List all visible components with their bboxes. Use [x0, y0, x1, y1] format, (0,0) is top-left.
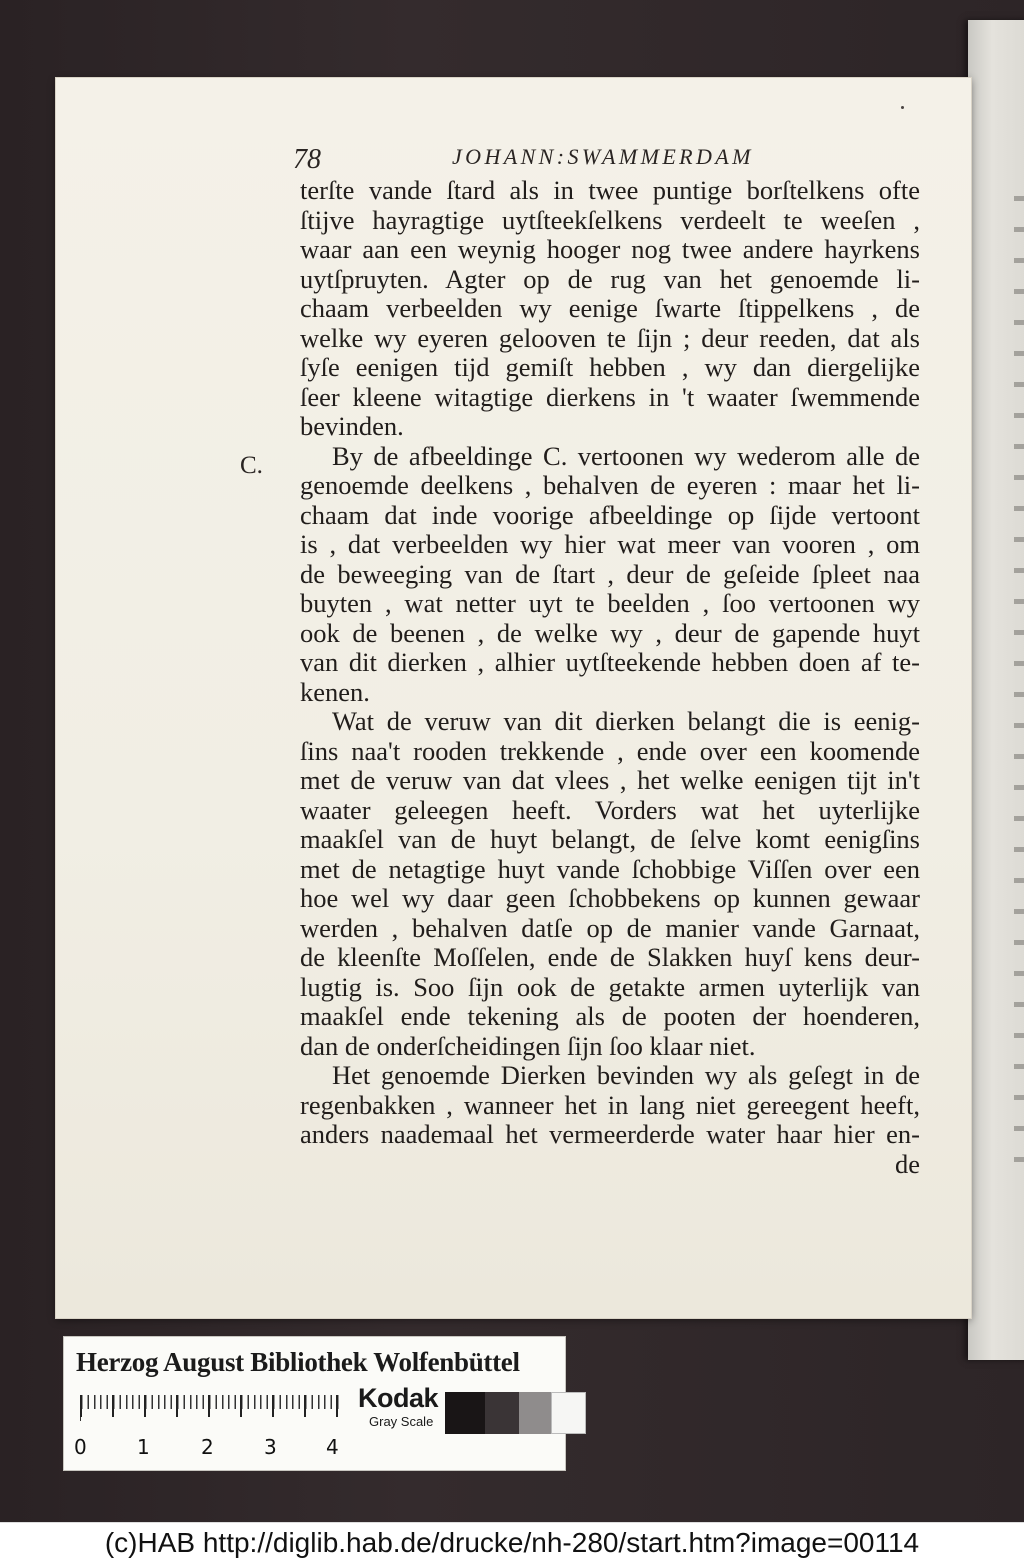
- text-line: is , dat verbeelden wy hier wat meer van vooren , om: [300, 529, 920, 559]
- text-line: genoemde deelkens , behalven de eyeren : maar het li-: [300, 470, 920, 500]
- text-line: lugtig is. Soo ſijn ook de getakte armen uyterlijk van: [300, 971, 920, 1002]
- text-line: kenen.: [300, 676, 370, 707]
- text-line: terſte vande ſtard als in twee puntige borſtelkens ofte: [300, 175, 920, 205]
- text-line: ſtijve hayragtige uytſteekſelkens verdeelt te weeſen ,: [300, 204, 920, 235]
- ruler-label: 4: [326, 1435, 339, 1459]
- text-line: chaam dat inde voorige afbeeldinge op ſijde vertoont: [300, 499, 920, 530]
- text-line: waar aan een weynig hooger nog twee andere hayrkens: [300, 234, 920, 264]
- ruler-major-ticks: [80, 1395, 338, 1421]
- copyright-footer: [0, 1522, 1024, 1565]
- margin-figure-reference: C.: [240, 452, 263, 479]
- adjacent-page-text-fragments: [1014, 170, 1024, 1170]
- text-line: welke wy eyeren gelooven te ſijn ; deur reeden, dat als: [300, 322, 920, 353]
- kodak-logo: Kodak: [358, 1383, 439, 1413]
- ruler-label: 2: [201, 1435, 214, 1459]
- text-line: ſins naa't rooden trekkende , ende over een koomende: [300, 735, 920, 766]
- text-line: dan de onderſcheidingen ſijn ſoo klaar niet.: [300, 1030, 756, 1061]
- text-line: chaam verbeelden wy eenige ſwarte ſtippelkens , de: [300, 293, 920, 323]
- text-line: maakſel van de huyt belangt, de ſelve komt eenigſins: [300, 824, 920, 854]
- text-line: uytſpruyten. Agter op de rug van het genoemde li-: [300, 263, 920, 294]
- text-line: ſyſe eenigen tijd gemiſt hebben , wy dan diergelijke: [300, 352, 920, 382]
- body-text: [300, 176, 920, 1179]
- text-line: ook de beenen , de welke wy , deur de gapende huyt: [300, 617, 920, 648]
- running-head: [0, 140, 1024, 180]
- ruler-label: 1: [137, 1435, 150, 1459]
- running-title: JOHANN:SWAMMERDAM: [452, 144, 754, 169]
- copyright-url-text: (c)HAB http://diglib.hab.de/drucke/nh-280/start.htm?image=00114: [104, 1527, 920, 1558]
- text-line: de kleenſte Moſſelen, ende de Slakken huyſ kens deur-: [300, 942, 920, 972]
- ink-speck: [901, 106, 904, 109]
- text-line: By de afbeeldinge C. vertoonen wy wederom alle de: [332, 440, 920, 471]
- text-line: bevinden.: [300, 411, 404, 441]
- gray-patch-mid: [519, 1392, 551, 1434]
- gray-scale-label: Gray Scale: [369, 1414, 434, 1429]
- gray-patch-dark: [485, 1392, 519, 1434]
- text-line: buyten , wat netter uyt te beelden , ſoo vertoonen wy: [300, 588, 920, 618]
- library-name: Herzog August Bibliothek Wolfenbüttel: [76, 1347, 520, 1377]
- ruler-label: 0: [74, 1435, 87, 1459]
- text-line: Wat de veruw van dit dierken belangt die is eenig-: [332, 706, 920, 736]
- text-line: met de netagtige huyt vande ſchobbige Viſſen over een: [300, 853, 920, 884]
- text-line: waater geleegen heeft. Vorders wat het uyterlijke: [300, 794, 920, 825]
- page-number: 78: [293, 144, 321, 175]
- gray-patch-white: [551, 1392, 586, 1434]
- text-line: regenbakken , wanneer het in lang niet gereegent heeft,: [300, 1089, 920, 1120]
- gray-patch-black: [445, 1392, 485, 1434]
- text-line: hoe wel wy daar geen ſchobbekens op kunnen gewaar: [300, 883, 920, 913]
- text-line: met de veruw van dat vlees , het welke eenigen tijt in't: [300, 765, 920, 795]
- text-line: anders naademaal het vermeerderde water haar hier en-: [300, 1119, 920, 1149]
- text-line: ſeer kleene witagtige dierkens in 't waater ſwemmende: [300, 381, 920, 412]
- catchword: de: [894, 1148, 920, 1179]
- text-line: van dit dierken , alhier uytſteekende hebben doen af te-: [300, 647, 920, 677]
- library-color-card: [63, 1336, 566, 1471]
- text-line: de beweeging van de ſtart , deur de geſeide ſpleet naa: [300, 558, 920, 589]
- text-line: maakſel ende tekening als de pooten der hoenderen,: [300, 1001, 920, 1031]
- text-line: werden , behalven datſe op de manier vande Garnaat,: [300, 912, 920, 943]
- ruler-label: 3: [264, 1435, 277, 1459]
- text-line: Het genoemde Dierken bevinden wy als geſegt in de: [332, 1060, 920, 1090]
